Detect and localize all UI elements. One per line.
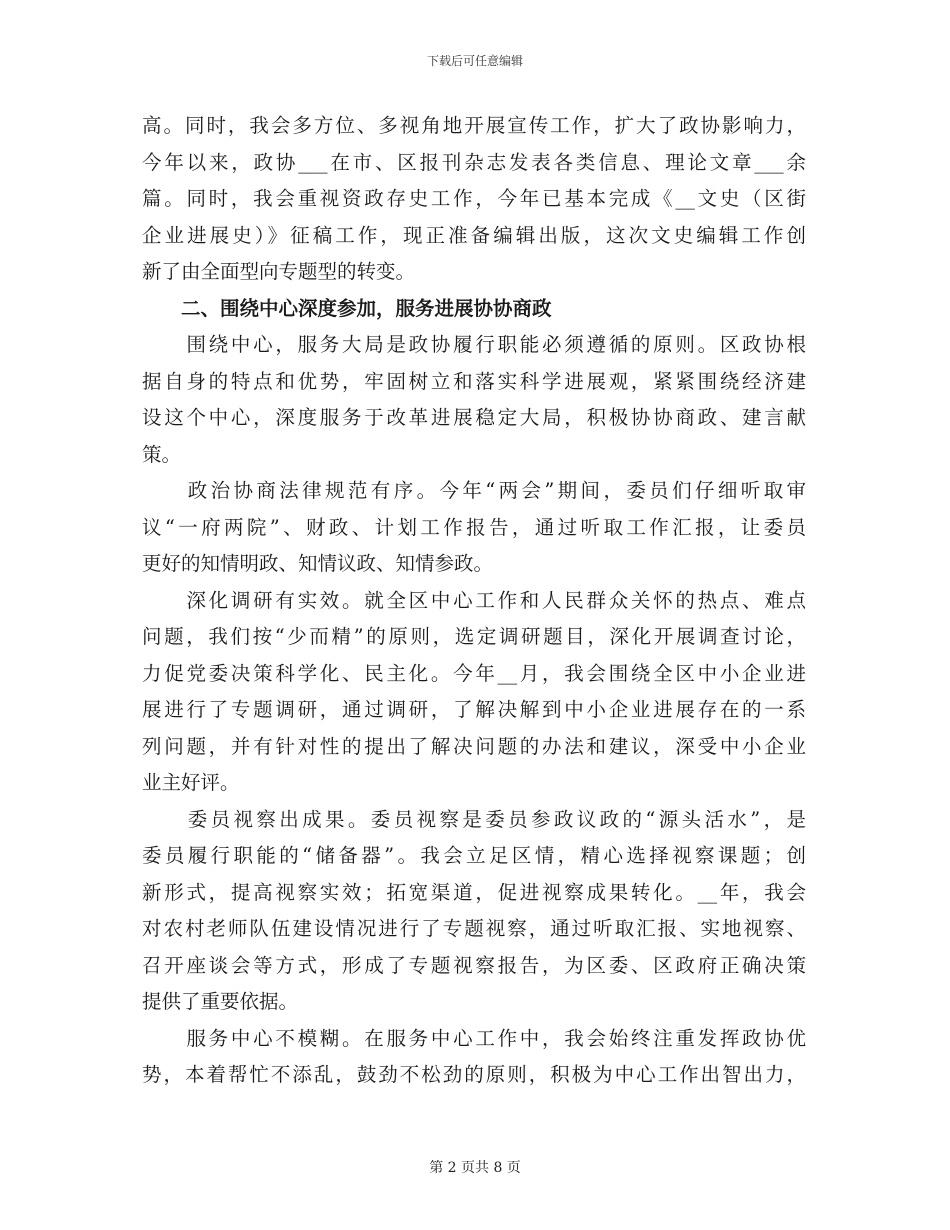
text-line: 问题，我们按“少而精”的原则，选定调研题目，深化开展调查讨论，	[142, 625, 806, 648]
text-line: 政治协商法律规范有序。今年“两会”期间，委员们仔细听取审	[142, 479, 806, 502]
page-number: 第 2 页共 8 页	[429, 1160, 521, 1176]
text-line: 今年以来，政协___在市、区报刊杂志发表各类信息、理论文章___余	[142, 150, 806, 174]
document-body	[142, 108, 806, 1094]
text-line: 召开座谈会等方式，形成了专题视察报告，为区委、区政府正确决策	[142, 953, 806, 977]
text-line: 据自身的特点和优势，牢固树立和落实科学进展观，紧紧围绕经济建	[142, 369, 806, 393]
text-line: 展进行了专题调研，通过调研，了解决解到中小企业进展存在的一系	[142, 698, 806, 721]
text-line: 新形式，提高视察实效；拓宽渠道，促进视察成果转化。__年，我会	[142, 880, 806, 904]
text-line: 议“一府两院”、财政、计划工作报告，通过听取工作汇报，让委员	[142, 515, 806, 539]
text-line: 力促党委决策科学化、民主化。今年__月，我会围绕全区中小企业进	[142, 661, 806, 685]
text-line: 势，本着帮忙不添乱，鼓劲不松劲的原则，积极为中心工作出智出力，	[142, 1063, 806, 1086]
text-line: 提供了重要依据。	[142, 990, 299, 1013]
text-line: 围绕中心，服务大局是政协履行职能必须遵循的原则。区政协根	[142, 333, 806, 356]
text-line: 委员视察出成果。委员视察是委员参政议政的“源头活水”，是	[142, 807, 806, 831]
text-line: 服务中心不模糊。在服务中心工作中，我会始终注重发挥政协优	[142, 1026, 806, 1050]
text-line: 对农村老师队伍建设情况进行了专题视察，通过听取汇报、实地视察、	[142, 917, 806, 940]
text-line: 业主好评。	[142, 771, 240, 794]
text-line: 新了由全面型向专题型的转变。	[142, 260, 416, 283]
page-header-note: 下载后可任意编辑	[426, 54, 523, 68]
text-line: 委员履行职能的“储备器”。我会立足区情，精心选择视察课题；创	[142, 844, 806, 867]
text-line: 高。同时，我会多方位、多视角地开展宣传工作，扩大了政协影响力，	[142, 114, 806, 137]
text-line: 列问题，并有针对性的提出了解决问题的办法和建议，深受中小企业	[142, 734, 806, 758]
section-heading: 二、围绕中心深度参加，服务进展协协商政	[142, 296, 552, 320]
text-line: 深化调研有实效。就全区中心工作和人民群众关怀的热点、难点	[142, 588, 806, 612]
text-line: 篇。同时，我会重视资政存史工作，今年已基本完成《__文史（区街	[142, 187, 806, 210]
text-line: 企业进展史）》征稿工作，现正准备编辑出版，这次文史编辑工作创	[142, 223, 806, 247]
text-line: 设这个中心，深度服务于改革进展稳定大局，积极协协商政、建言献	[142, 406, 806, 429]
text-line: 更好的知情明政、知情议政、知情参政。	[142, 552, 494, 575]
text-line: 策。	[142, 442, 182, 466]
